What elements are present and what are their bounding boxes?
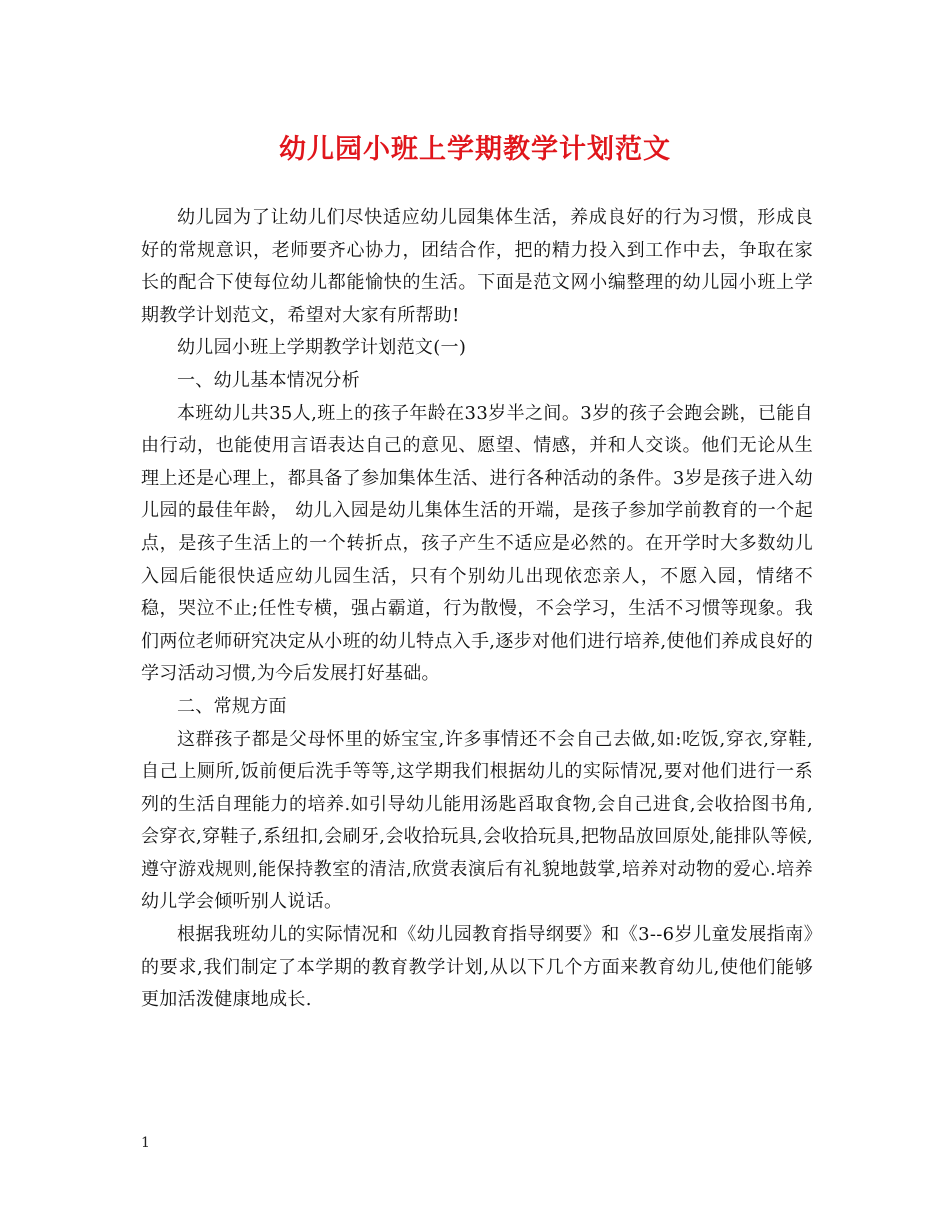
intro-paragraph: 幼儿园为了让幼儿们尽快适应幼儿园集体生活，养成良好的行为习惯，形成良好的常规意识，老师要齐心协力，团结合作，把的精力投入到工作中去，争取在家长的配合下使每位幼儿都能愉快的生活。下面是范文网小编整理的幼儿园小班上学期教学计划范文，希望对大家有所帮助! (141, 207, 813, 326)
section-heading-routine: 二、常规方面 (177, 695, 287, 717)
child-analysis-paragraph: 本班幼儿共35人,班上的孩子年龄在33岁半之间。3岁的孩子会跑会跳，已能自由行动，也能使用言语表达自己的意见、愿望、情感，并和人交谈。他们无论从生理上还是心理上，都具备了参加集体生活、进行各种活动的条件。3岁是孩子进入幼儿园的最佳年龄， 幼儿入园是幼儿集体生活的开端，是孩子参加学前教育的一个起点，是孩子生活上的一个转折点，孩子产生不适应是必然的。在开学时大多数幼儿入园后能很快适应幼儿园生活，只有个别幼儿出现依恋亲人，不愿入园，情绪不稳，哭泣不止;任性专横，强占霸道，行为散慢，不会学习，生活不习惯等现象。我们两位老师研究决定从小班的幼儿特点入手,逐步对他们进行培养,使他们养成良好的学习活动习惯,为今后发展打好基础。 (141, 402, 813, 685)
section-heading-child-analysis: 一、幼儿基本情况分析 (177, 369, 360, 391)
routine-paragraph: 这群孩子都是父母怀里的娇宝宝,许多事情还不会自己去做,如:吃饭,穿衣,穿鞋,自己上厕所,饭前便后洗手等等,这学期我们根据幼儿的实际情况,要对他们进行一系列的生活自理能力的培养.如引导幼儿能用汤匙舀取食物,会自己进食,会收拾图书角,会穿衣,穿鞋子,系纽扣,会刷牙,会收拾玩具,会收拾玩具,把物品放回原处,能排队等候,遵守游戏规则,能保持教室的清洁,欣赏表演后有礼貌地鼓掌,培养对动物的爱心.培养幼儿学会倾听别人说话。 (141, 728, 813, 913)
section-heading-plan-one: 幼儿园小班上学期教学计划范文(一) (177, 337, 467, 359)
plan-basis-paragraph: 根据我班幼儿的实际情况和《幼儿园教育指导纲要》和《3--6岁儿童发展指南》的要求,我们制定了本学期的教育教学计划,从以下几个方面来教育幼儿,使他们能够更加活泼健康地成长. (141, 924, 813, 1011)
page-title: 幼儿园小班上学期教学计划范文 (279, 134, 671, 165)
document-body (141, 202, 813, 1017)
page-number: 1 (141, 1135, 150, 1151)
